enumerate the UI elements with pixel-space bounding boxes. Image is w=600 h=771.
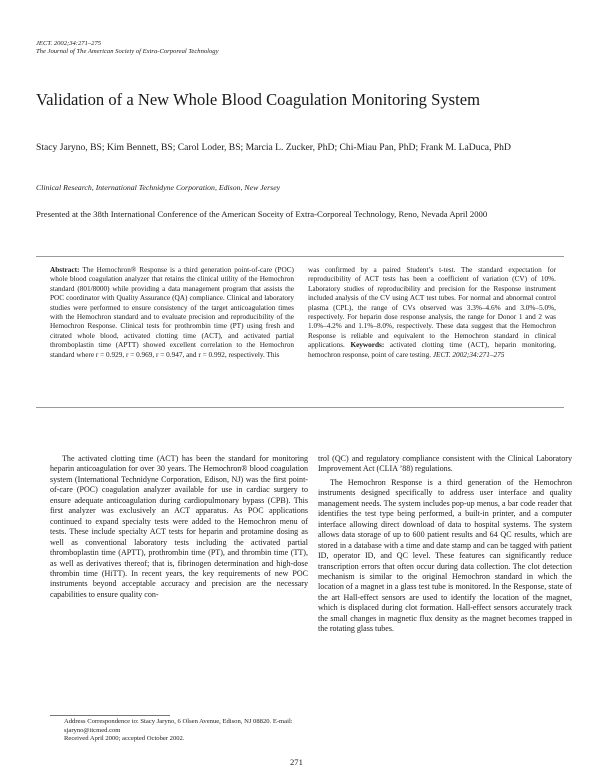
body-paragraph: The activated clotting time (ACT) has been the standard for monitoring heparin anticoagulation for over 30 years. The Hemochron® blood coagulation system (International Technidyne Corporation, Edison, NJ) was the first point-of-care (POC) coagulation analyzer available for use in cardiac surgery to ensure adequate anticoagulation during cardiopulmonary bypass (CPB). This first analyzer was exclusively an ACT apparatus. As POC applications continued to expand specialty tests were added to the Hemochron menu of tests. These include specialty ACT tests for heparin and protamine dosing as well as conventional laboratory tests including the activated partial thromboplastin time (APTT), prothrombin time (PT), and thrombin time (TT), as well as derivatives thereof; that is, fibrinogen determination and high-dose thrombin time (HiTT). In recent years, the key requirements of new POC instruments beyond acceptable accuracy and precision are the necessary capabilities to ensure quality con- [50, 454, 308, 599]
body-left-column [50, 454, 308, 600]
abstract-left-column [50, 266, 294, 360]
abstract-text-right: was confirmed by a paired Student’s t-test. The standard expectation for reproducibility of ACT tests has been a coefficient of variation (CV) of 10%. Laboratory studies of reproducibility and precision for the Response instrument included analysis of the CV using ACT test tubes. For normal and abnormal control plasma (CPL), the range of CVs observed was 3.3%–4.6% and 3.0%–5.0%, respectively. For heparin dose response analysis, the range for Donor 1 and 2 was 1.0%–4.2% and 1.1%–8.0%, respectively. These data suggest that the Hemochron Response is reliable and equivalent to the Hemochron standard in clinical applications. [308, 266, 556, 350]
abstract-citation: JECT. 2002;34:271–275 [432, 350, 505, 359]
abstract-text-left: The Hemochron® Response is a third generation point-of-care (POC) whole blood coagulation analyzer that retains the clinical utility of the Hemochron standard (801/8000) while providing a data management program that assists the POC coordinator with Quality Assurance (QA) compliance. Clinical and laboratory studies were performed to ensure consistency of the target anticoagulation times with the Hemochron standard and to evaluate precision and reproducibility of the Hemochron Response. Clinical tests for prothrombin time (PT) using fresh and citrated whole blood, activated clotting time (ACT), and activated partial thromboplastin time (APTT) showed excellent correlation to the Hemochron standard where r = 0.929, r = 0.969, r = 0.947, and r = 0.992, respectively. This [50, 266, 294, 359]
keywords-text: activated clotting time (ACT), heparin monitoring, hemochron response, point of care testing. [308, 341, 556, 359]
affiliation: Clinical Research, International Technidyne Corporation, Edison, New Jersey [36, 183, 281, 192]
footnote-rule [50, 715, 170, 716]
article-title: Validation of a New Whole Blood Coagulation Monitoring System [36, 90, 480, 109]
correspondence-address: Address Correspondence to: Stacy Jaryno, 6 Olsen Avenue, Edison, NJ 08820. E-mail: sjaryno@itcmed.com [64, 718, 293, 734]
abstract-label: Abstract: [50, 266, 83, 274]
body-paragraph-continued: trol (QC) and regulatory compliance consistent with the Clinical Laboratory Improvement Act (CLIA ’88) regulations. [318, 454, 572, 474]
journal-citation: JECT. 2002;34:271–275 [36, 40, 102, 47]
journal-name: The Journal of The American Society of Extra-Corporeal Technology [36, 48, 219, 56]
body-right-column [318, 454, 572, 635]
page-number: 271 [290, 757, 303, 767]
keywords-label: Keywords: [350, 341, 390, 350]
abstract-right-column [308, 266, 556, 360]
presentation-note: Presented at the 38th International Conference of the American Soceity of Extra-Corporeal Technology, Reno, Nevada April 2000 [36, 209, 488, 219]
body-paragraph: The Hemochron Response is a third generation of the Hemochron instruments designed specifically to address user interface and quality management needs. The system includes pop-up menus, a bar code reader that identifies the test type being performed, a built-in printer, and a computer interface allowing direct download of data to hospital systems. The system allows data storage of up to 600 patient results and 64 QC results, which are stored in a database with a time and date stamp and can be tagged with patient ID, operator ID, and QC level. These features can significantly reduce transcription errors that often occur during data collection. The clot detection mechanism is similar to the original Hemochron standard in which the location of a magnet in a glass test tube is monitored. In the Response, state of the art Hall-effect sensors are used to identify the location of the magnet, which is displaced during clot formation. Hall-effect sensors accurately track the small changes in magnetic flux density as the magnet becomes trapped in the rotating glass tubes. [318, 477, 572, 634]
received-dates: Received April 2000; accepted October 2002. [64, 735, 185, 743]
author-list: Stacy Jaryno, BS; Kim Bennett, BS; Carol Loder, BS; Marcia L. Zucker, PhD; Chi-Miau Pan, PhD; Frank M. LaDuca, PhD [36, 142, 511, 153]
journal-header [36, 40, 219, 57]
footnote [64, 718, 314, 744]
